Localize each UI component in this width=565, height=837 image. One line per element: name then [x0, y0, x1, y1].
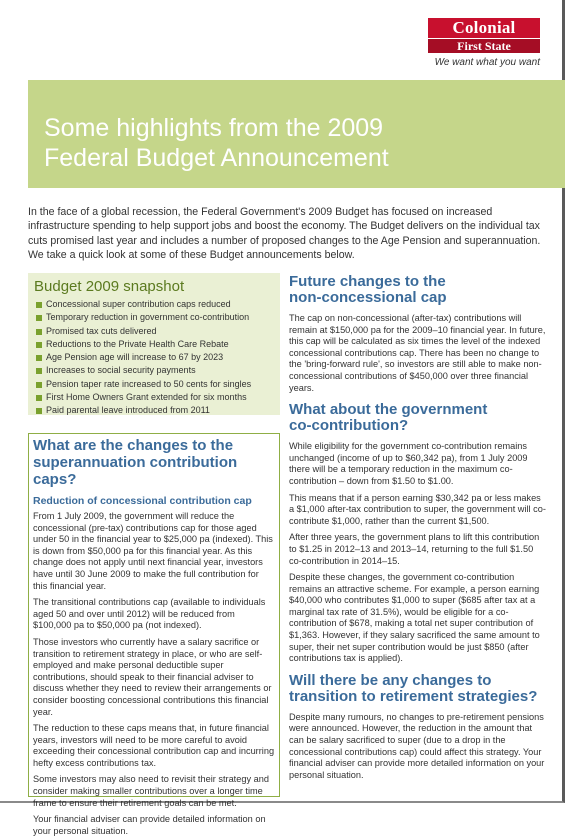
- co-contribution-paragraph: This means that if a person earning $30,342 pa or less makes a $1,000 after-tax contribution to super, the government will co-contribute $1,000, rather than the current $1,500.: [289, 492, 546, 526]
- caps-paragraph: From 1 July 2009, the government will reduce the concessional (pre-tax) contributions cap for those aged under 50 in the financial year to $25,000 pa (indexed). This is down from $50,000 pa for this financial year. As this change does not apply until next financial year, investors have until 30 June 2009 to make the full contribution for this financial year.: [33, 511, 273, 591]
- logo-tagline: We want what you want: [434, 57, 540, 68]
- transition-heading-line2: transition to retirement strategies?: [289, 687, 538, 705]
- page-title: [44, 113, 389, 173]
- concessional-cap-subheading: Reduction of concessional contribution cap: [33, 495, 252, 507]
- colonial-first-state-logo: [428, 18, 540, 68]
- non-concessional-heading-line2: non-concessional cap: [289, 289, 447, 306]
- co-contribution-heading: [289, 402, 548, 434]
- caps-heading-line1: What are the changes to the: [33, 437, 234, 454]
- snapshot-item: Increases to social security payments: [34, 364, 274, 377]
- snapshot-item: First Home Owners Grant extended for six months: [34, 391, 274, 404]
- right-column: [289, 274, 548, 786]
- transition-heading: [289, 673, 548, 705]
- snapshot-item: Pension taper rate increased to 50 cents for singles: [34, 378, 274, 391]
- title-line2: Federal Budget Announcement: [44, 144, 389, 172]
- co-contribution-heading-line1: What about the government: [289, 401, 488, 419]
- snapshot-title: Budget 2009 snapshot: [34, 278, 185, 295]
- caps-heading: [33, 437, 275, 488]
- co-contribution-paragraph: While eligibility for the government co-contribution remains unchanged (income of up to $60,342 pa), from 1 July 2009 there will be a temporary reduction in the maximum co-contribution – down from $1.50 to $1.00.: [289, 441, 528, 486]
- snapshot-item: Temporary reduction in government co-contribution: [34, 311, 274, 324]
- non-concessional-heading-line1: Future changes to the: [289, 273, 446, 290]
- snapshot-item: Concessional super contribution caps reduced: [34, 298, 274, 311]
- transition-paragraph: Despite many rumours, no changes to pre-retirement pensions were announced. However, the reduction in the amount that can be salary sacrificed to super (due to a drop in the concessional contributions cap) could affect this strategy. Your financial adviser can provide more detailed information on your personal situation.: [289, 711, 545, 780]
- title-banner: [28, 80, 565, 188]
- co-contribution-paragraph: After three years, the government plans to lift this contribution to $1.25 in 2012–13 and 2013–14, returning to the full $1.50 co-contribution in 2014–15.: [289, 532, 540, 566]
- caps-paragraph: Some investors may also need to revisit their strategy and consider making smaller contributions over a longer time frame to ensure their retirement goals can be met.: [33, 774, 269, 808]
- logo-line2: First State: [428, 38, 540, 53]
- non-concessional-heading: [289, 274, 548, 306]
- snapshot-item: Age Pension age will increase to 67 by 2023: [34, 351, 274, 364]
- intro-paragraph: In the face of a global recession, the Federal Government's 2009 Budget has focused on increased infrastructure spending to help support jobs and boost the economy. The Budget delivers on the individual tax cuts promised last year and includes a number of proposed changes to the Age Pension and superannuation. We take a quick look at some of these Budget announcements below.: [28, 206, 541, 261]
- title-line1: Some highlights from the 2009: [44, 114, 384, 142]
- contribution-caps-box: [28, 433, 280, 836]
- non-concessional-paragraph: The cap on non-concessional (after-tax) contributions will remain at $150,000 pa for the 2009–10 financial year. In future, this cap will be calculated as six times the level of the indexed concessional contributions cap. There has been no change to the 'bring-forward rule', so investors are still able to make non-concessional contributions of $450,000 over three financial years.: [289, 313, 546, 393]
- caps-heading-line2: superannuation contribution caps?: [33, 454, 238, 488]
- caps-paragraph: The transitional contributions cap (available to individuals aged 50 and over until 2012) will be reduced from $100,000 pa to $50,000 pa (not indexed).: [33, 597, 266, 631]
- snapshot-item: Paid parental leave introduced from 2011: [34, 404, 274, 417]
- co-contribution-heading-line2: co-contribution?: [289, 417, 409, 435]
- transition-heading-line1: Will there be any changes to: [289, 671, 492, 689]
- logo-box: [428, 18, 540, 53]
- snapshot-item: Promised tax cuts delivered: [34, 325, 274, 338]
- budget-snapshot-box: [28, 273, 280, 415]
- caps-paragraph: The reduction to these caps means that, in future financial years, investors will need to be more careful to avoid exceeding their concessional contribution cap and incurring hefty excess contributions tax.: [33, 723, 275, 768]
- logo-line1: Colonial: [452, 18, 516, 37]
- snapshot-item: Reductions to the Private Health Care Rebate: [34, 338, 274, 351]
- snapshot-list: [34, 298, 274, 418]
- caps-paragraph: Those investors who currently have a salary sacrifice or transition to retirement strategy in place, or who are self-employed and make personal deductible super contributions, should speak to their financial adviser to discuss whether they need to review their arrangements or consider boosting concessional contributions this financial year.: [33, 636, 272, 717]
- co-contribution-paragraph: Despite these changes, the government co-contribution remains an attractive scheme. For example, a person earning $40,000 who contributes $1,000 to super ($685 after tax at a marginal tax rate of 31.5%), would be eligible for a co-contribution of $678, making a total net super contribution of $1,363. However, if they salary sacrificed the same amount to super, their net super contribution would be just $850 (after contributions tax is applied).: [289, 572, 540, 664]
- caps-paragraph: Your financial adviser can provide detailed information on your personal situation.: [33, 814, 266, 836]
